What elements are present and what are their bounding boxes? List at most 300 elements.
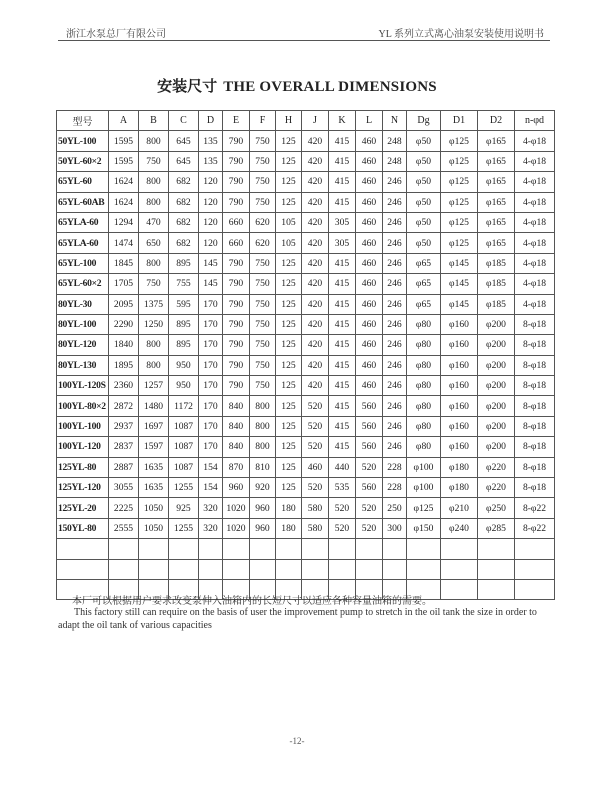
- dimension-cell: 790: [223, 131, 250, 151]
- dimension-cell: 750: [250, 355, 276, 375]
- dimension-cell: [515, 559, 555, 579]
- dimension-cell: 8-φ18: [515, 376, 555, 396]
- dimension-cell: 8-φ22: [515, 498, 555, 518]
- dimension-cell: 755: [169, 274, 199, 294]
- dimension-cell: φ50: [407, 131, 441, 151]
- model-cell: 125YL-120: [57, 478, 109, 498]
- table-row: [57, 314, 555, 334]
- dimension-cell: 750: [250, 192, 276, 212]
- dimension-cell: 246: [383, 416, 407, 436]
- dimension-cell: 920: [250, 478, 276, 498]
- dimension-cell: 790: [223, 151, 250, 171]
- dimension-cell: [139, 559, 169, 579]
- dimension-cell: 790: [223, 274, 250, 294]
- column-header: A: [109, 111, 139, 131]
- dimension-cell: 246: [383, 172, 407, 192]
- dimension-cell: 440: [329, 457, 356, 477]
- dimension-cell: 415: [329, 131, 356, 151]
- dimension-cell: 895: [169, 335, 199, 355]
- dimension-cell: 246: [383, 294, 407, 314]
- dimension-cell: [223, 559, 250, 579]
- dimension-cell: φ80: [407, 376, 441, 396]
- dimension-cell: 800: [139, 192, 169, 212]
- table-row: [57, 376, 555, 396]
- dimension-cell: 125: [276, 437, 302, 457]
- dimension-cell: 1595: [109, 131, 139, 151]
- dimension-cell: 125: [276, 151, 302, 171]
- dimension-cell: 170: [199, 314, 223, 334]
- dimension-cell: [250, 539, 276, 559]
- header-divider: [58, 40, 550, 41]
- table-body: [57, 131, 555, 600]
- dimension-cell: 420: [302, 151, 329, 171]
- dimension-cell: [199, 539, 223, 559]
- model-cell: 125YL-80: [57, 457, 109, 477]
- dimension-cell: 560: [356, 396, 383, 416]
- dimension-cell: 650: [139, 233, 169, 253]
- dimension-cell: 750: [250, 274, 276, 294]
- model-cell: 80YL-100: [57, 314, 109, 334]
- dimension-cell: 682: [169, 192, 199, 212]
- model-cell: 50YL-100: [57, 131, 109, 151]
- table-row: [57, 192, 555, 212]
- dimension-cell: [356, 539, 383, 559]
- dimension-cell: φ125: [441, 212, 478, 232]
- dimension-cell: 246: [383, 335, 407, 355]
- table-row: [57, 335, 555, 355]
- table-row: [57, 131, 555, 151]
- dimension-cell: 246: [383, 376, 407, 396]
- dimension-cell: 2937: [109, 416, 139, 436]
- model-cell: 65YL-60: [57, 172, 109, 192]
- dimension-cell: 105: [276, 233, 302, 253]
- column-header: D2: [478, 111, 515, 131]
- dimension-cell: 800: [250, 396, 276, 416]
- dimension-cell: 520: [302, 396, 329, 416]
- dimension-cell: 300: [383, 518, 407, 538]
- dimension-cell: 2555: [109, 518, 139, 538]
- dimension-cell: 925: [169, 498, 199, 518]
- table-row: [57, 274, 555, 294]
- dimension-cell: [515, 539, 555, 559]
- dimension-cell: φ240: [441, 518, 478, 538]
- dimension-cell: φ160: [441, 396, 478, 416]
- dimension-cell: 682: [169, 172, 199, 192]
- dimension-cell: φ200: [478, 396, 515, 416]
- dimension-cell: 580: [302, 518, 329, 538]
- dimension-cell: 4-φ18: [515, 294, 555, 314]
- dimension-cell: 420: [302, 233, 329, 253]
- dimension-cell: 415: [329, 192, 356, 212]
- dimension-cell: φ50: [407, 172, 441, 192]
- model-cell: 80YL-30: [57, 294, 109, 314]
- dimension-cell: 750: [250, 253, 276, 273]
- dimension-cell: φ80: [407, 335, 441, 355]
- dimension-cell: 8-φ18: [515, 478, 555, 498]
- dimension-cell: 420: [302, 172, 329, 192]
- dimension-cell: φ145: [441, 274, 478, 294]
- dimension-cell: 135: [199, 131, 223, 151]
- dimension-cell: φ285: [478, 518, 515, 538]
- dimension-cell: 460: [356, 355, 383, 375]
- dimension-cell: 790: [223, 253, 250, 273]
- table-row: [57, 396, 555, 416]
- dimension-cell: φ145: [441, 253, 478, 273]
- dimensions-table: [56, 110, 555, 600]
- dimension-cell: φ125: [441, 172, 478, 192]
- dimension-cell: 560: [356, 437, 383, 457]
- dimension-cell: 1635: [139, 457, 169, 477]
- dimension-cell: 4-φ18: [515, 274, 555, 294]
- dimension-cell: 520: [356, 498, 383, 518]
- table-row: [57, 478, 555, 498]
- dimension-cell: 645: [169, 151, 199, 171]
- dimension-cell: 800: [139, 131, 169, 151]
- dimension-cell: φ125: [441, 192, 478, 212]
- dimension-cell: 305: [329, 212, 356, 232]
- model-cell: 125YL-20: [57, 498, 109, 518]
- table-row: [57, 172, 555, 192]
- dimension-cell: 1087: [169, 437, 199, 457]
- dimension-cell: φ100: [407, 478, 441, 498]
- dimension-cell: 105: [276, 212, 302, 232]
- dimension-cell: 228: [383, 457, 407, 477]
- dimension-cell: 580: [302, 498, 329, 518]
- dimension-cell: φ80: [407, 396, 441, 416]
- dimension-cell: [478, 559, 515, 579]
- dimension-cell: 1255: [169, 518, 199, 538]
- dimension-cell: 800: [139, 355, 169, 375]
- dimension-cell: 1624: [109, 172, 139, 192]
- dimension-cell: 790: [223, 355, 250, 375]
- dimension-cell: 1255: [169, 478, 199, 498]
- dimension-cell: 460: [356, 335, 383, 355]
- model-cell: 80YL-120: [57, 335, 109, 355]
- dimension-cell: φ200: [478, 335, 515, 355]
- dimension-cell: [109, 559, 139, 579]
- model-cell: 100YL-120: [57, 437, 109, 457]
- dimension-cell: 415: [329, 294, 356, 314]
- table-row: [57, 539, 555, 559]
- column-header: D1: [441, 111, 478, 131]
- dimension-cell: φ160: [441, 314, 478, 334]
- dimension-cell: [169, 559, 199, 579]
- dimension-cell: φ50: [407, 151, 441, 171]
- dimension-cell: 1172: [169, 396, 199, 416]
- dimension-cell: 320: [199, 498, 223, 518]
- dimension-cell: φ125: [441, 151, 478, 171]
- dimension-cell: 8-φ18: [515, 355, 555, 375]
- dimension-cell: 520: [302, 437, 329, 457]
- dimension-cell: 415: [329, 376, 356, 396]
- dimension-cell: 1294: [109, 212, 139, 232]
- dimension-cell: 560: [356, 416, 383, 436]
- dimension-cell: 246: [383, 396, 407, 416]
- dimension-cell: φ200: [478, 416, 515, 436]
- dimension-cell: φ185: [478, 274, 515, 294]
- dimension-cell: 460: [356, 151, 383, 171]
- dimension-cell: 415: [329, 151, 356, 171]
- dimension-cell: 415: [329, 253, 356, 273]
- dimension-cell: 750: [250, 335, 276, 355]
- dimension-cell: [356, 559, 383, 579]
- header-company: 浙江水泵总厂有限公司: [66, 29, 166, 40]
- dimension-cell: [407, 559, 441, 579]
- dimension-cell: 460: [356, 294, 383, 314]
- dimension-cell: [276, 539, 302, 559]
- dimension-cell: 750: [139, 274, 169, 294]
- dimension-cell: φ80: [407, 355, 441, 375]
- dimension-cell: 1624: [109, 192, 139, 212]
- table-row: [57, 498, 555, 518]
- dimension-cell: 420: [302, 294, 329, 314]
- table-row: [57, 559, 555, 579]
- dimension-cell: 1257: [139, 376, 169, 396]
- dimension-cell: 1087: [169, 416, 199, 436]
- dimension-cell: 750: [250, 376, 276, 396]
- dimension-cell: 120: [199, 233, 223, 253]
- dimension-cell: 645: [169, 131, 199, 151]
- dimension-cell: 4-φ18: [515, 233, 555, 253]
- dimension-cell: 246: [383, 253, 407, 273]
- note-chinese: 本厂可以根据用户要求改变泵伸入油箱内的长短尺寸以适应各种容量油箱的需要。: [72, 596, 432, 607]
- dimension-cell: [478, 539, 515, 559]
- table-row: [57, 233, 555, 253]
- dimension-cell: 895: [169, 314, 199, 334]
- dimension-cell: 415: [329, 355, 356, 375]
- column-header: N: [383, 111, 407, 131]
- dimension-cell: φ165: [478, 151, 515, 171]
- dimension-cell: 2887: [109, 457, 139, 477]
- column-header: F: [250, 111, 276, 131]
- dimension-cell: 1480: [139, 396, 169, 416]
- dimension-cell: φ200: [478, 314, 515, 334]
- model-cell: 100YL-120S: [57, 376, 109, 396]
- dimension-cell: 520: [302, 478, 329, 498]
- dimension-cell: 246: [383, 355, 407, 375]
- dimension-cell: 750: [250, 314, 276, 334]
- dimension-cell: φ210: [441, 498, 478, 518]
- dimension-cell: 125: [276, 294, 302, 314]
- dimension-cell: φ200: [478, 376, 515, 396]
- dimension-cell: φ185: [478, 253, 515, 273]
- dimension-cell: 840: [223, 437, 250, 457]
- dimension-cell: 415: [329, 396, 356, 416]
- dimension-cell: 1087: [169, 457, 199, 477]
- dimension-cell: 460: [356, 172, 383, 192]
- dimension-cell: 460: [356, 131, 383, 151]
- dimension-cell: 790: [223, 335, 250, 355]
- column-header: B: [139, 111, 169, 131]
- dimension-cell: 520: [356, 518, 383, 538]
- dimension-cell: 248: [383, 151, 407, 171]
- dimension-cell: 305: [329, 233, 356, 253]
- table-row: [57, 151, 555, 171]
- note-english: This factory still can require on the basis of user the improvement pump to stretch in the oil tank the size in order to adapt the oil tank of various capacities: [58, 607, 537, 631]
- dimension-cell: φ50: [407, 233, 441, 253]
- dimension-cell: 4-φ18: [515, 151, 555, 171]
- model-cell: 65YLA-60: [57, 233, 109, 253]
- dimension-cell: 125: [276, 396, 302, 416]
- dimension-cell: 420: [302, 376, 329, 396]
- dimension-cell: 246: [383, 437, 407, 457]
- dimension-cell: 2872: [109, 396, 139, 416]
- dimension-cell: φ160: [441, 335, 478, 355]
- model-cell: 65YL-60AB: [57, 192, 109, 212]
- dimension-cell: 248: [383, 131, 407, 151]
- dimension-cell: 2095: [109, 294, 139, 314]
- dimension-cell: 682: [169, 212, 199, 232]
- dimension-cell: 790: [223, 294, 250, 314]
- dimension-cell: 125: [276, 274, 302, 294]
- dimension-cell: 415: [329, 437, 356, 457]
- dimension-cell: φ180: [441, 478, 478, 498]
- dimension-cell: [329, 539, 356, 559]
- dimension-cell: 170: [199, 416, 223, 436]
- dimension-cell: 840: [223, 396, 250, 416]
- dimension-cell: 750: [139, 151, 169, 171]
- title-english: THE OVERALL DIMENSIONS: [223, 79, 437, 95]
- dimension-cell: 4-φ18: [515, 131, 555, 151]
- dimension-cell: 120: [199, 192, 223, 212]
- dimension-cell: 595: [169, 294, 199, 314]
- dimension-cell: 870: [223, 457, 250, 477]
- column-header: H: [276, 111, 302, 131]
- dimension-cell: 4-φ18: [515, 253, 555, 273]
- dimension-cell: φ65: [407, 253, 441, 273]
- dimension-cell: 135: [199, 151, 223, 171]
- dimension-cell: 420: [302, 131, 329, 151]
- dimension-cell: φ145: [441, 294, 478, 314]
- dimension-cell: [199, 559, 223, 579]
- table-header-row: [57, 111, 555, 131]
- dimension-cell: 1635: [139, 478, 169, 498]
- dimension-cell: 125: [276, 172, 302, 192]
- dimension-cell: 895: [169, 253, 199, 273]
- dimension-cell: 1597: [139, 437, 169, 457]
- title-chinese: 安装尺寸: [157, 79, 218, 95]
- dimension-cell: φ160: [441, 416, 478, 436]
- dimension-cell: 1020: [223, 498, 250, 518]
- dimension-cell: 125: [276, 355, 302, 375]
- dimension-cell: [383, 559, 407, 579]
- dimension-cell: 2837: [109, 437, 139, 457]
- model-cell: 50YL-60×2: [57, 151, 109, 171]
- table-row: [57, 212, 555, 232]
- column-header: n-φd: [515, 111, 555, 131]
- dimension-cell: 228: [383, 478, 407, 498]
- dimension-cell: 460: [356, 192, 383, 212]
- dimension-cell: 960: [223, 478, 250, 498]
- dimension-cell: 460: [356, 233, 383, 253]
- dimension-cell: [109, 539, 139, 559]
- dimension-cell: 420: [302, 314, 329, 334]
- dimension-cell: 950: [169, 355, 199, 375]
- dimension-cell: 3055: [109, 478, 139, 498]
- table-row: [57, 253, 555, 273]
- dimension-cell: 470: [139, 212, 169, 232]
- dimension-cell: 170: [199, 294, 223, 314]
- dimension-cell: 790: [223, 172, 250, 192]
- column-header: K: [329, 111, 356, 131]
- dimension-cell: 460: [356, 212, 383, 232]
- dimension-cell: [302, 559, 329, 579]
- dimension-cell: φ65: [407, 294, 441, 314]
- dimension-cell: φ165: [478, 172, 515, 192]
- dimension-cell: 420: [302, 253, 329, 273]
- dimension-cell: 790: [223, 376, 250, 396]
- dimension-cell: 180: [276, 518, 302, 538]
- dimension-cell: 125: [276, 335, 302, 355]
- dimension-cell: 950: [169, 376, 199, 396]
- dimension-cell: 960: [250, 498, 276, 518]
- dimension-cell: [441, 539, 478, 559]
- model-cell: 65YL-100: [57, 253, 109, 273]
- dimension-cell: 1050: [139, 518, 169, 538]
- dimension-cell: 170: [199, 437, 223, 457]
- model-cell: 150YL-80: [57, 518, 109, 538]
- dimension-cell: φ125: [407, 498, 441, 518]
- dimension-cell: 790: [223, 314, 250, 334]
- dimension-cell: 120: [199, 212, 223, 232]
- dimension-cell: 810: [250, 457, 276, 477]
- dimension-cell: 520: [329, 498, 356, 518]
- table-row: [57, 355, 555, 375]
- dimension-cell: 1840: [109, 335, 139, 355]
- dimension-cell: 246: [383, 314, 407, 334]
- page-number: -12-: [289, 736, 305, 746]
- dimension-cell: [383, 539, 407, 559]
- dimension-cell: 4-φ18: [515, 172, 555, 192]
- dimension-cell: 520: [302, 416, 329, 436]
- dimension-cell: 8-φ18: [515, 416, 555, 436]
- dimension-cell: φ50: [407, 192, 441, 212]
- dimension-cell: φ100: [407, 457, 441, 477]
- table-row: [57, 437, 555, 457]
- dimension-cell: 800: [139, 253, 169, 273]
- dimension-cell: 246: [383, 233, 407, 253]
- dimension-cell: 180: [276, 498, 302, 518]
- dimension-cell: 125: [276, 314, 302, 334]
- dimension-cell: φ65: [407, 274, 441, 294]
- dimension-cell: 8-φ18: [515, 396, 555, 416]
- dimension-cell: 415: [329, 416, 356, 436]
- dimension-cell: 460: [302, 457, 329, 477]
- dimension-cell: [329, 559, 356, 579]
- table-row: [57, 294, 555, 314]
- dimension-cell: 660: [223, 212, 250, 232]
- dimension-cell: 750: [250, 151, 276, 171]
- dimension-cell: 1697: [139, 416, 169, 436]
- dimension-cell: φ250: [478, 498, 515, 518]
- table-row: [57, 457, 555, 477]
- model-cell: 65YL-60×2: [57, 274, 109, 294]
- dimension-cell: 125: [276, 131, 302, 151]
- dimension-cell: 1895: [109, 355, 139, 375]
- dimension-cell: φ50: [407, 212, 441, 232]
- dimension-cell: 415: [329, 335, 356, 355]
- dimension-cell: 460: [356, 314, 383, 334]
- dimension-cell: 415: [329, 314, 356, 334]
- dimension-cell: 1050: [139, 498, 169, 518]
- column-header: J: [302, 111, 329, 131]
- table-row: [57, 518, 555, 538]
- dimension-cell: 460: [356, 253, 383, 273]
- dimension-cell: 415: [329, 172, 356, 192]
- dimension-cell: 125: [276, 192, 302, 212]
- dimension-cell: 170: [199, 376, 223, 396]
- dimension-cell: 125: [276, 457, 302, 477]
